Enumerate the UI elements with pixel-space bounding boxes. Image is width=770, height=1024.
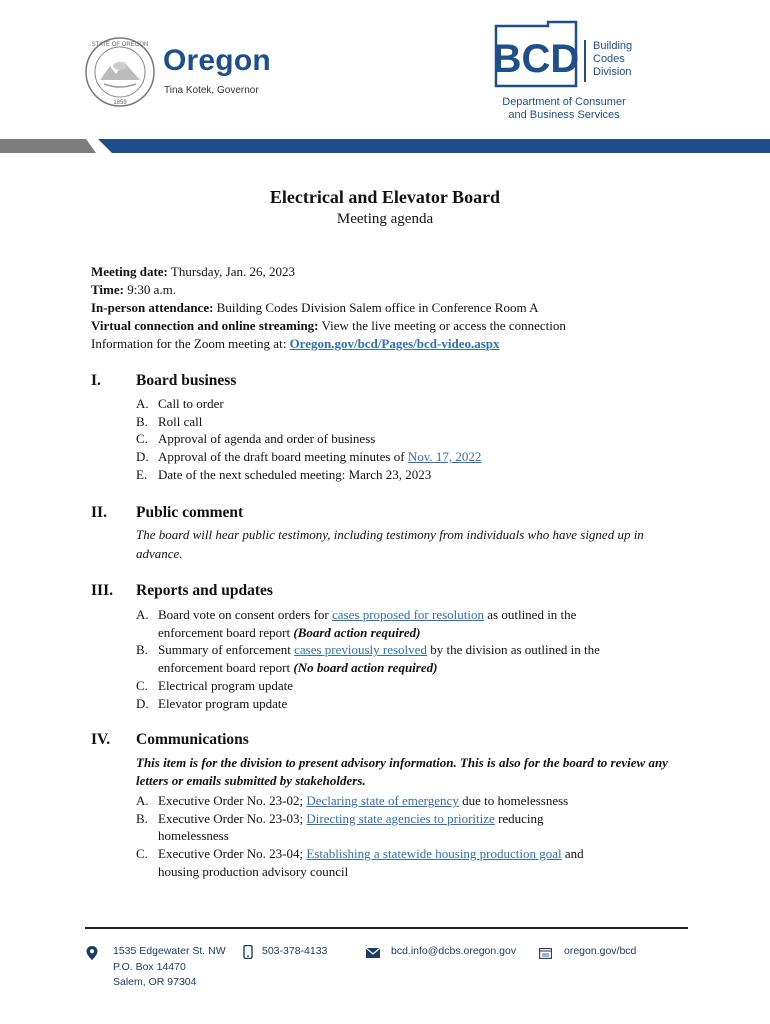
list-item: D. Approval of the draft board meeting minutes of Nov. 17, 2022 bbox=[136, 449, 482, 465]
footer-address: 1535 Edgewater St. NW P.O. Box 14470 Salem, OR 97304 bbox=[113, 945, 226, 988]
minutes-link[interactable]: Nov. 17, 2022 bbox=[407, 449, 482, 465]
governor-name: Tina Kotek, Governor bbox=[164, 85, 259, 96]
header-band bbox=[0, 139, 770, 153]
section-number: I. bbox=[91, 372, 101, 389]
list-item: B. Executive Order No. 23-03; Directing state agencies to prioritize reducing homelessness bbox=[136, 810, 544, 844]
section-title-reports: Reports and updates bbox=[136, 582, 273, 599]
section-title-communications: Communications bbox=[136, 731, 249, 748]
list-item: E. Date of the next scheduled meeting: March 23, 2023 bbox=[136, 466, 432, 482]
page-title: Electrical and Elevator Board bbox=[269, 187, 501, 207]
zoom-video-link[interactable]: Oregon.gov/bcd/Pages/bcd-video.aspx bbox=[289, 336, 500, 351]
phone-icon bbox=[242, 945, 254, 959]
list-item: C. Approval of agenda and order of business bbox=[136, 431, 376, 447]
housing-goal-link[interactable]: Establishing a statewide housing production goal bbox=[306, 846, 562, 862]
board-business-list bbox=[136, 395, 696, 484]
communications-note: This item is for the division to present advisory information. This is also for the board to review any letters or emails submitted by stakeholders. bbox=[136, 755, 668, 788]
svg-text:1859: 1859 bbox=[113, 100, 127, 106]
list-item: A. Executive Order No. 23-02; Declaring state of emergency due to homelessness bbox=[136, 793, 569, 808]
section-title-board-business: Board business bbox=[136, 372, 237, 389]
list-item: B. Roll call bbox=[136, 413, 203, 429]
list-item: A. Board vote on consent orders for cases proposed for resolution as outlined in the enforcement board report (Board action required) bbox=[136, 607, 577, 640]
emergency-order-link[interactable]: Declaring state of emergency bbox=[306, 793, 459, 808]
bcd-divider bbox=[584, 40, 586, 82]
list-item: C. Executive Order No. 23-04; Establishing a statewide housing production goal and housing production advisory council bbox=[136, 846, 584, 879]
list-item: A. Call to order bbox=[136, 396, 224, 411]
reports-list bbox=[136, 606, 696, 712]
section-number: IV. bbox=[91, 731, 111, 748]
footer-phone[interactable]: 503-378-4133 bbox=[262, 945, 328, 957]
bcd-division-name: Building Codes Division bbox=[593, 40, 633, 78]
footer-website[interactable]: oregon.gov/bcd bbox=[564, 945, 637, 957]
list-item: D. Elevator program update bbox=[136, 695, 288, 711]
footer-divider bbox=[85, 927, 688, 929]
org-name: Oregon bbox=[163, 44, 271, 77]
communications-list bbox=[136, 792, 696, 881]
oregon-state-seal bbox=[84, 36, 156, 108]
page-subtitle: Meeting agenda bbox=[336, 211, 434, 227]
cases-resolved-link[interactable]: cases previously resolved bbox=[294, 642, 427, 658]
cases-proposed-link[interactable]: cases proposed for resolution bbox=[332, 607, 485, 622]
location-pin-icon bbox=[86, 946, 98, 960]
section-number: III. bbox=[91, 582, 113, 599]
prioritize-order-link[interactable]: Directing state agencies to prioritize bbox=[306, 810, 495, 826]
bcd-logo-icon bbox=[490, 20, 586, 90]
svg-text:BCD: BCD bbox=[492, 37, 580, 81]
meeting-info: Meeting date: Thursday, Jan. 26, 2023 Time: 9:30 a.m. In-person attendance: Building Codes Division Salem office in Conference Room A Virtual connection and online streaming: View the live meeting or access the connection Information for the Zoom meeting at: Oregon.gov/bcd/Pages/bcd-video.aspx bbox=[91, 264, 566, 351]
list-item: C. Electrical program update bbox=[136, 677, 293, 693]
footer-email[interactable]: bcd.info@dcbs.oregon.gov bbox=[391, 945, 517, 957]
department-name: Department of Consumer and Business Services bbox=[502, 96, 626, 121]
public-comment-note: The board will hear public testimony, including testimony from individuals who have signed up in advance. bbox=[136, 527, 644, 561]
web-icon bbox=[539, 948, 552, 959]
section-number: II. bbox=[91, 504, 107, 521]
list-item: B. Summary of enforcement cases previously resolved by the division as outlined in the enforcement board report (No board action required) bbox=[136, 642, 600, 676]
section-title-public-comment: Public comment bbox=[136, 504, 244, 521]
svg-text:STATE OF OREGON: STATE OF OREGON bbox=[91, 42, 149, 48]
envelope-icon bbox=[366, 948, 380, 958]
